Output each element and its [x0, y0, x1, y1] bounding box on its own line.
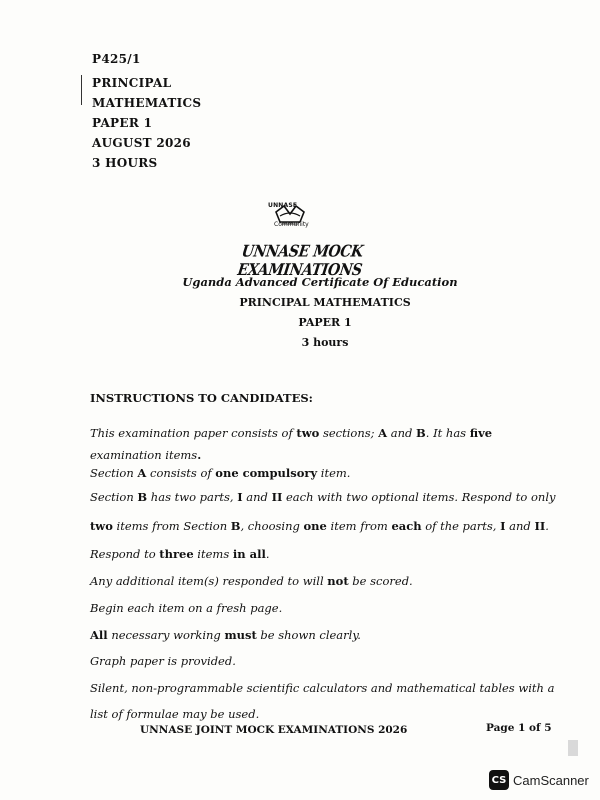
instruction-text: examination items — [90, 448, 198, 462]
instruction-bold-text: three — [159, 547, 194, 561]
instruction-text: and — [387, 426, 417, 440]
instruction-text: . — [265, 547, 270, 561]
instruction-bold-text: A — [378, 426, 388, 440]
instruction-text: item. — [317, 466, 351, 480]
instruction-line — [90, 707, 259, 721]
logo-text-bottom: Community — [274, 221, 309, 228]
instruction-text: has two parts, — [147, 490, 238, 504]
instruction-text: items — [193, 547, 233, 561]
subject-line-1: PRINCIPAL — [92, 76, 172, 90]
instruction-bold-text: not — [327, 574, 349, 588]
instruction-line — [90, 519, 549, 533]
camscanner-text: CamScanner — [513, 772, 589, 788]
logo-text-top: UNNASE — [268, 202, 298, 209]
instruction-bold-text: two — [90, 519, 113, 533]
page-number: Page 1 of 5 — [486, 722, 552, 734]
instruction-text: item from — [326, 519, 392, 533]
instruction-bold-text: one — [303, 519, 327, 533]
exam-title: UNNASE MOCK EXAMINATIONS — [236, 242, 365, 280]
instruction-text: sections; — [319, 426, 379, 440]
instruction-line — [90, 654, 236, 668]
instruction-text: Graph paper is provided. — [90, 654, 236, 668]
paper-title: PAPER 1 — [298, 316, 352, 329]
paper-code: P425/1 — [92, 52, 141, 66]
exam-duration: 3 HOURS — [92, 156, 158, 170]
footer-exam-name: UNNASE JOINT MOCK EXAMINATIONS 2026 — [140, 724, 408, 736]
instruction-text: of the parts, — [421, 519, 501, 533]
instruction-bold-text: each — [391, 519, 422, 533]
instruction-text: and — [505, 519, 535, 533]
hours-title: 3 hours — [301, 336, 349, 349]
instruction-bold-text: in all — [232, 547, 266, 561]
instruction-bold-text: I — [500, 519, 506, 533]
instruction-bold-text: All — [90, 628, 108, 642]
instruction-line — [90, 426, 492, 440]
instruction-text: Section — [90, 490, 138, 504]
instruction-text: Section — [90, 466, 138, 480]
scan-edge-shadow — [568, 740, 578, 756]
instruction-line — [90, 574, 413, 588]
instruction-bold-text: I — [237, 490, 243, 504]
instruction-bold-text: two — [296, 426, 320, 440]
instruction-text: necessary working — [107, 628, 225, 642]
instruction-text: each with two optional items. Respond to only — [282, 490, 556, 504]
instruction-line — [90, 490, 556, 504]
instruction-text: Respond to — [90, 547, 160, 561]
instructions-heading: INSTRUCTIONS TO CANDIDATES: — [90, 391, 313, 405]
instruction-text: list of formulae may be used. — [90, 707, 260, 721]
instruction-bold-text: A — [137, 466, 147, 480]
instruction-line — [90, 448, 201, 462]
instruction-line — [90, 547, 269, 561]
instruction-text: items from Section — [112, 519, 231, 533]
instruction-text: Silent, non-programmable scientific calculators and mathematical tables with a — [90, 681, 555, 695]
camscanner-logo-icon: CS — [489, 770, 509, 790]
margin-mark — [81, 75, 82, 105]
instruction-bold-text: B — [416, 426, 426, 440]
instruction-line — [90, 466, 350, 480]
instruction-text: . — [545, 519, 549, 533]
instruction-line — [90, 601, 282, 615]
instruction-text: be shown clearly. — [256, 628, 361, 642]
paper-number: PAPER 1 — [92, 116, 153, 130]
subject-line-2: MATHEMATICS — [92, 96, 202, 110]
instruction-bold-text: B — [137, 490, 148, 504]
instruction-text: consists of — [146, 466, 216, 480]
instruction-text: Begin each item on a fresh page. — [90, 601, 283, 615]
subject-title: PRINCIPAL MATHEMATICS — [239, 296, 411, 309]
instruction-line — [90, 681, 554, 695]
instruction-bold-text: . — [197, 448, 202, 462]
exam-date: AUGUST 2026 — [92, 136, 191, 150]
instruction-text: be scored. — [348, 574, 413, 588]
instruction-line — [90, 628, 361, 642]
instruction-text: This examination paper consists of — [90, 426, 297, 440]
instruction-bold-text: II — [534, 519, 546, 533]
instruction-bold-text: one compulsory — [215, 466, 318, 480]
instruction-bold-text: must — [224, 628, 257, 642]
instruction-text: and — [242, 490, 272, 504]
instruction-bold-text: five — [469, 426, 493, 440]
instruction-text: . It has — [425, 426, 470, 440]
certificate-title: Uganda Advanced Certificate Of Education — [182, 275, 458, 289]
instruction-text: , choosing — [240, 519, 304, 533]
instruction-bold-text: II — [271, 490, 283, 504]
instruction-text: Any additional item(s) responded to will — [90, 574, 328, 588]
unnase-logo — [262, 196, 318, 236]
instruction-bold-text: B — [230, 519, 241, 533]
camscanner-watermark — [489, 770, 589, 790]
